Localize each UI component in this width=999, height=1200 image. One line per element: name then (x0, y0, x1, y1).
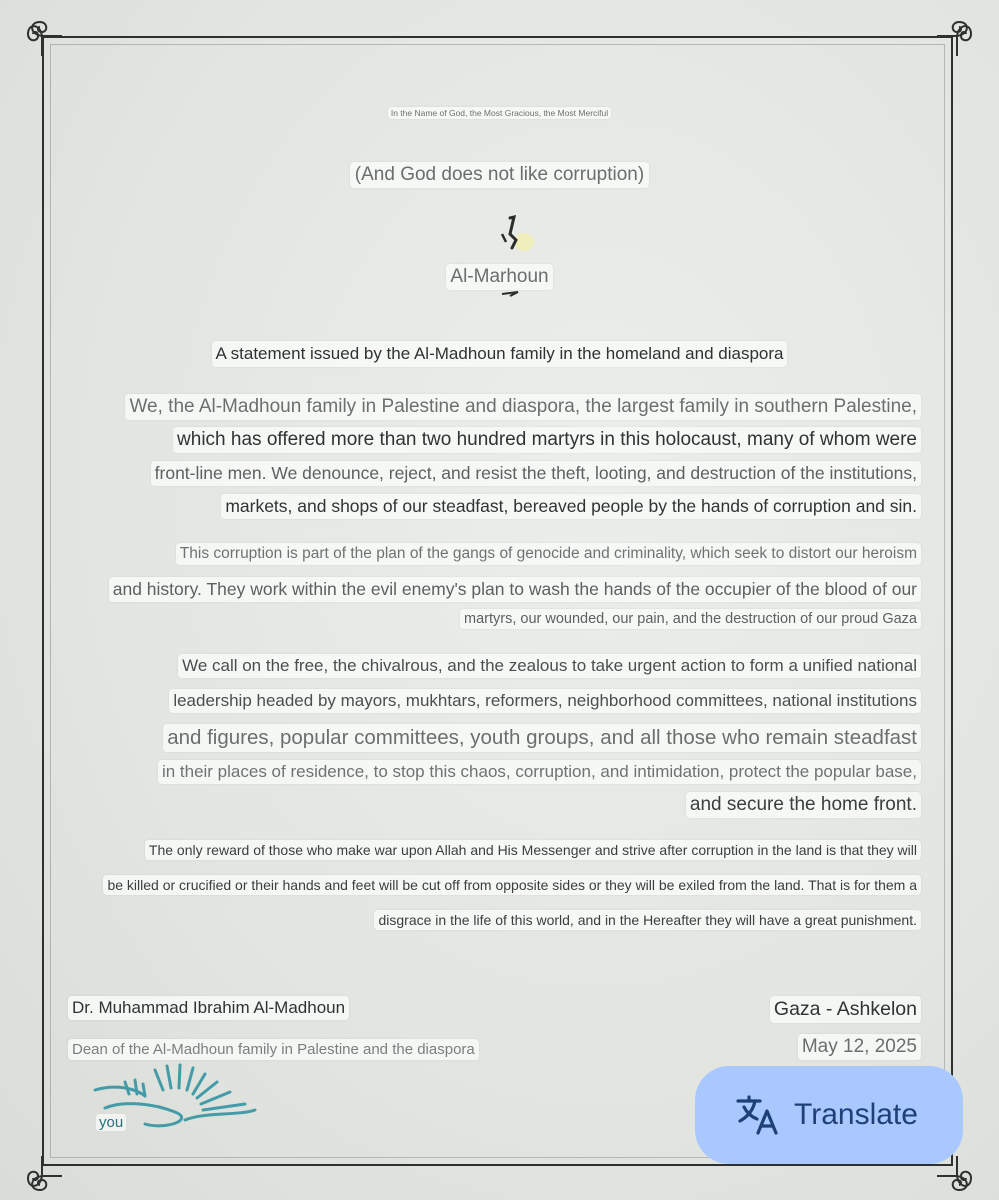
emblem-label: Al-Marhoun (446, 264, 552, 290)
paragraph-3-line (178, 654, 921, 678)
quote-text: (And God does not like corruption) (350, 162, 649, 188)
basmala-text: In the Name of God, the Most Gracious, the Most Merciful (388, 107, 611, 119)
basmala-line (0, 103, 999, 121)
paragraph-4-text: The only reward of those who make war upon Allah and His Messenger and strive after corruption in the land is that they will (145, 840, 921, 860)
paragraph-3-text: We call on the free, the chivalrous, and the zealous to take urgent action to form a unified national (178, 654, 921, 678)
signer-title: Dean of the Al-Madhoun family in Palestine and the diaspora (68, 1039, 479, 1060)
paragraph-3-line (163, 724, 921, 752)
paragraph-4-line (103, 875, 921, 895)
paragraph-2-text: and history. They work within the evil enemy's plan to wash the hands of the occupier of the blood of our (109, 577, 921, 602)
corner-ornament-icon (923, 16, 977, 70)
paragraph-4-text: be killed or crucified or their hands and feet will be cut off from opposite sides or they will be exiled from the land. That is for them a (103, 875, 921, 895)
paragraph-2-text: martyrs, our wounded, our pain, and the destruction of our proud Gaza (460, 609, 921, 629)
statement-title-line (0, 341, 999, 367)
paragraph-2-text: This corruption is part of the plan of the gangs of genocide and criminality, which seek to distort our heroism (176, 543, 921, 565)
paragraph-2-line (176, 543, 921, 565)
paragraph-1-text: which has offered more than two hundred martyrs in this holocaust, many of whom were (173, 427, 921, 453)
calligraphy-emblem-icon (488, 212, 548, 307)
paragraph-1-line (173, 427, 921, 453)
paragraph-2-line (460, 609, 921, 629)
paragraph-4-line (374, 910, 921, 930)
translate-label: Translate (794, 1098, 918, 1131)
date-text: May 12, 2025 (798, 1034, 921, 1060)
paragraph-3-line (169, 689, 921, 713)
paragraph-3-line (158, 760, 921, 784)
statement-title: A statement issued by the Al-Madhoun family in the homeland and diaspora (212, 341, 788, 367)
paragraph-3-text: in their places of residence, to stop this chaos, corruption, and intimidation, protect the popular base, (158, 760, 921, 784)
paragraph-2-line (109, 577, 921, 602)
paragraph-3-text: leadership headed by mayors, mukhtars, reformers, neighborhood committees, national institutions (169, 689, 921, 713)
quote-line (0, 162, 999, 188)
paragraph-4-text: disgrace in the life of this world, and in the Hereafter they will have a great punishment. (374, 910, 921, 930)
paragraph-3-text: and secure the home front. (686, 792, 921, 818)
corner-ornament-icon (22, 1142, 76, 1196)
place-text: Gaza - Ashkelon (770, 996, 921, 1023)
paragraph-3-line (686, 792, 921, 818)
translate-icon (734, 1091, 782, 1139)
paragraph-1-text: markets, and shops of our steadfast, bereaved people by the hands of corruption and sin. (221, 494, 921, 519)
signer-name: Dr. Muhammad Ibrahim Al-Madhoun (68, 996, 349, 1020)
stamp-text: you (96, 1114, 126, 1131)
paragraph-1-text: front-line men. We denounce, reject, and resist the theft, looting, and destruction of the institutions, (151, 461, 921, 486)
paragraph-1-text: We, the Al-Madhoun family in Palestine and diaspora, the largest family in southern Palestine, (125, 394, 921, 420)
emblem-label-line (0, 264, 999, 290)
paragraph-4-line (145, 840, 921, 860)
paragraph-3-text: and figures, popular committees, youth groups, and all those who remain steadfast (163, 724, 921, 752)
paragraph-1-line (151, 461, 921, 486)
paragraph-1-line (125, 394, 921, 420)
paragraph-1-line (221, 494, 921, 519)
corner-ornament-icon (22, 16, 76, 70)
translate-button[interactable] (695, 1066, 963, 1164)
